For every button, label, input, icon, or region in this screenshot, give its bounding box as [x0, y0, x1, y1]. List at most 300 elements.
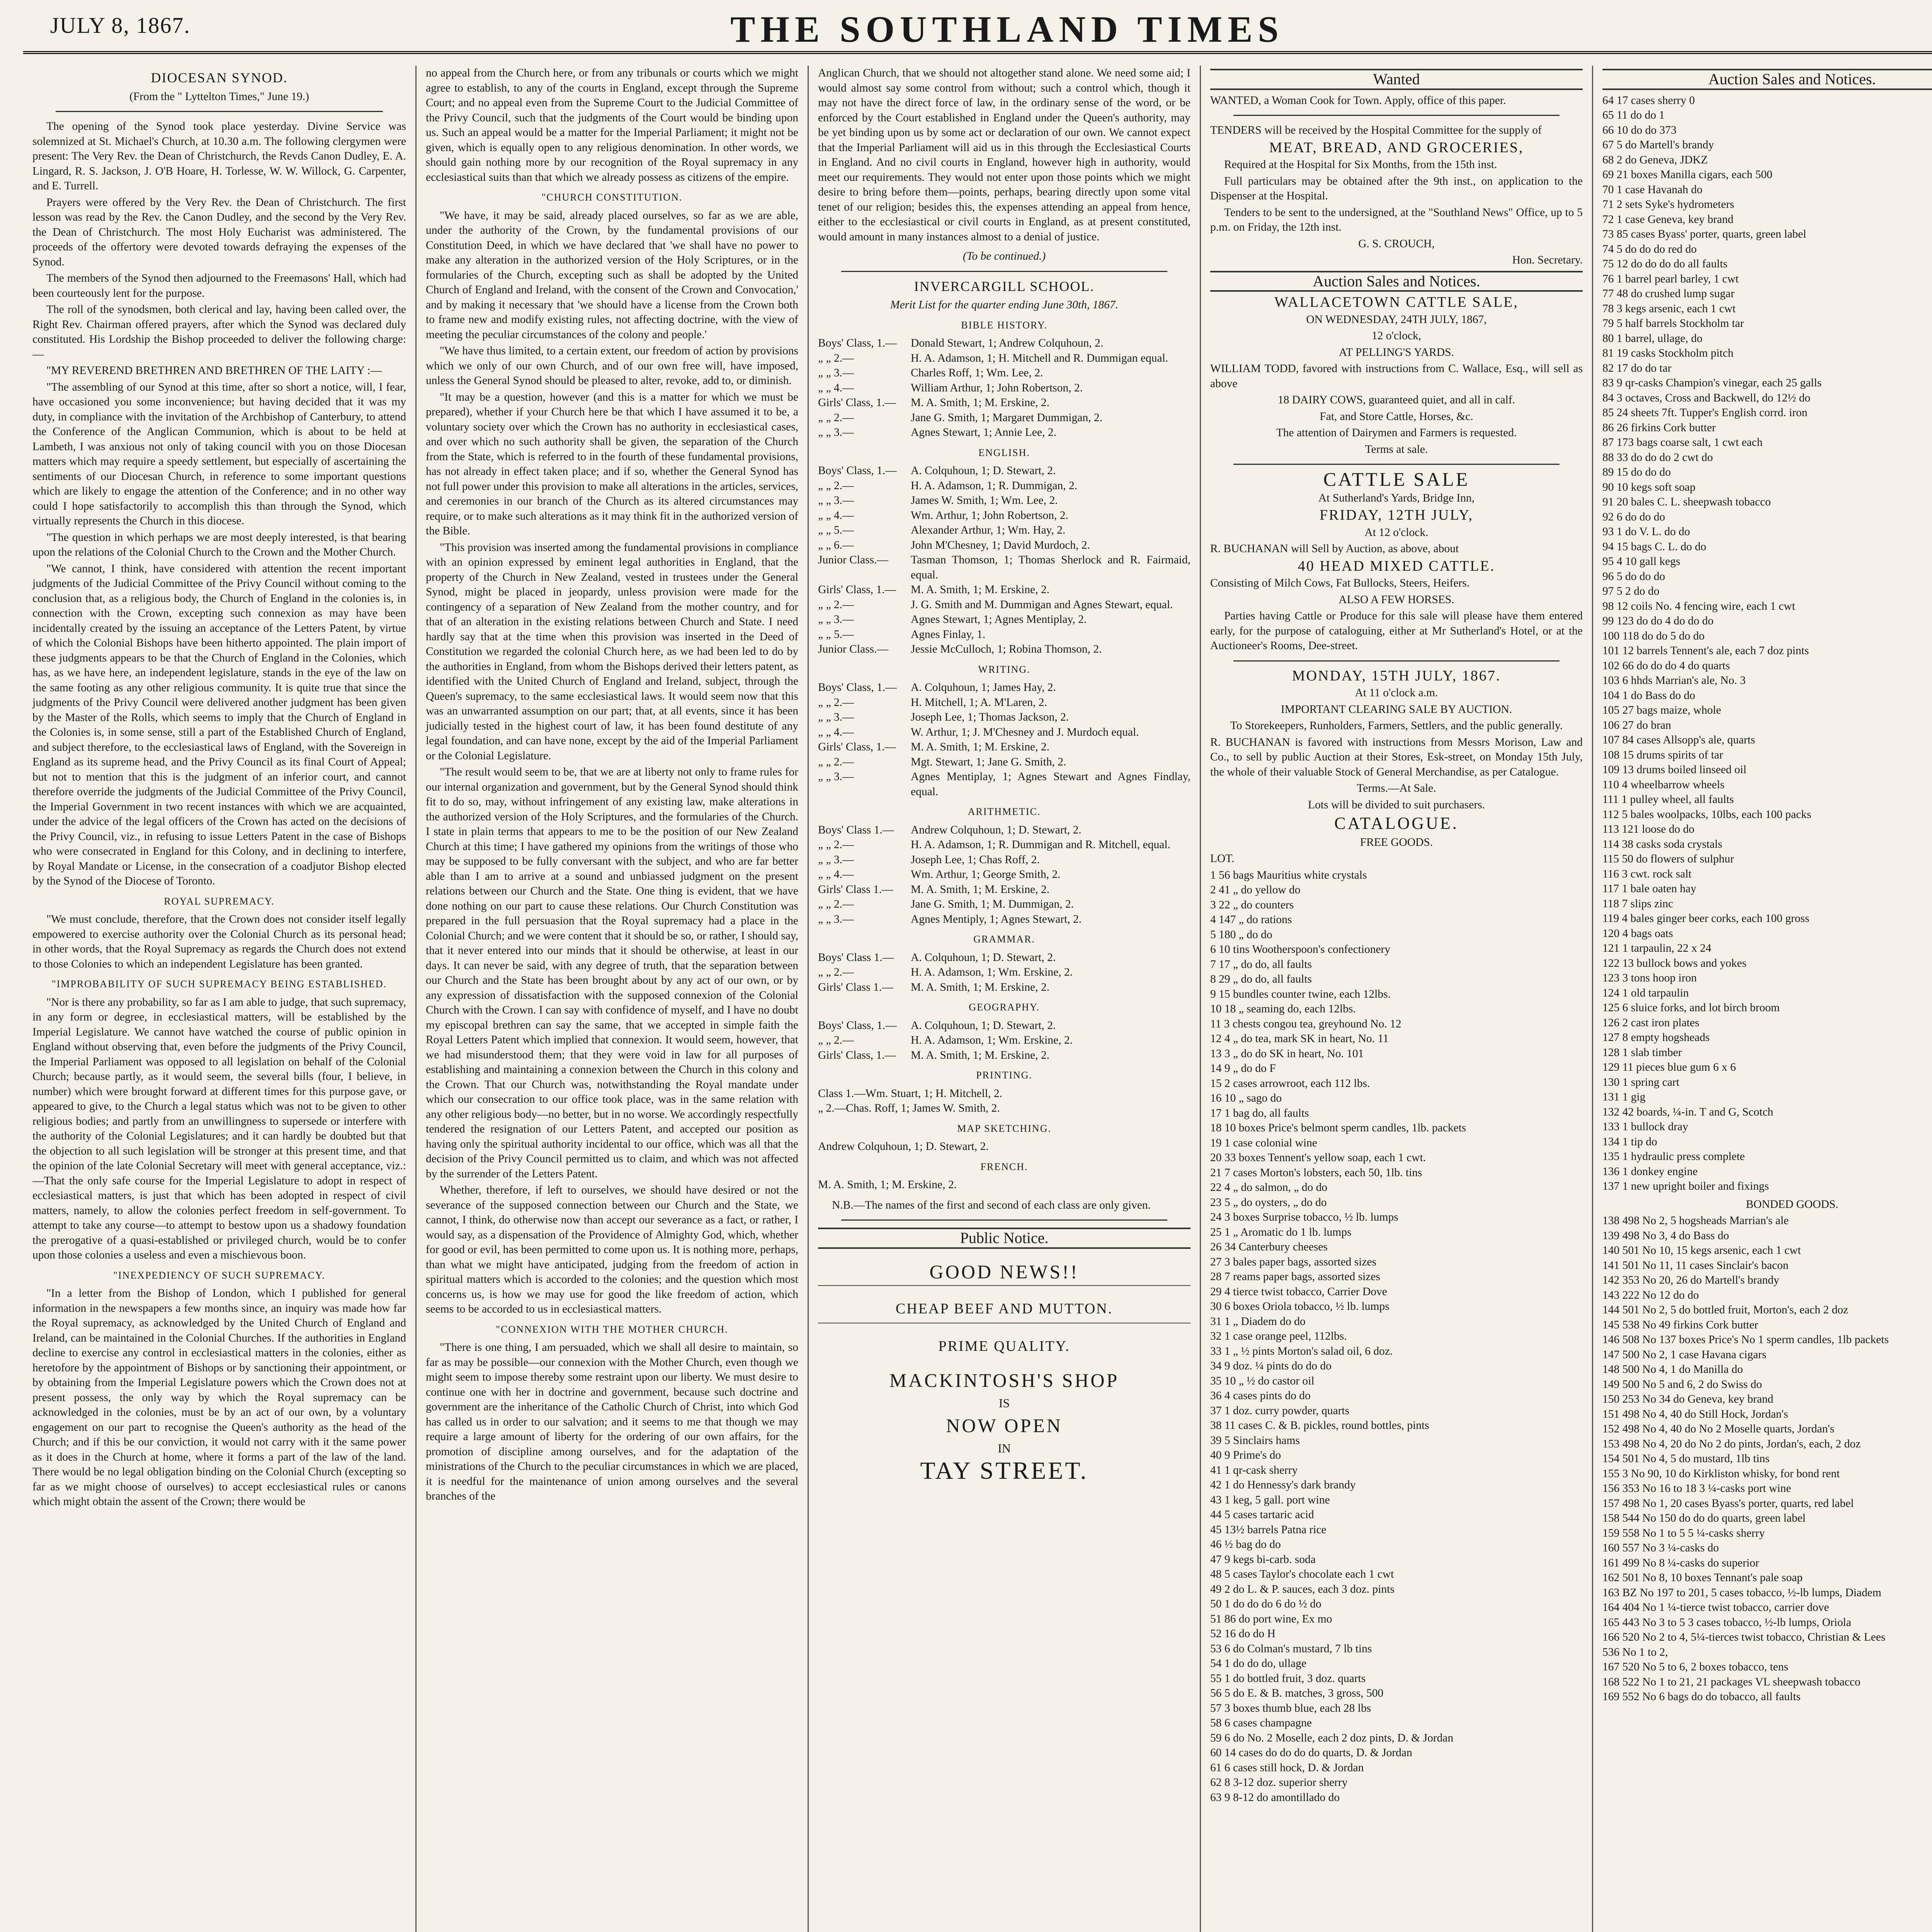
bonded-lots	[1602, 1213, 1932, 1704]
catalogue-lot: 124 1 old tarpaulin	[1602, 986, 1689, 999]
class-label: „ „ 3.—	[818, 494, 854, 507]
catalogue-lot: 137 1 new upright boiler and fixings	[1602, 1180, 1769, 1192]
merit-row	[818, 823, 1190, 838]
catalogue-lot: 118 7 slips zinc	[1602, 897, 1673, 910]
paragraph: Prayers were offered by the Very Rev. the Dean of Christchurch. The first lesson was read by the Rev. the Canon Dudley, and the second by the Very Rev. the Dean of Christchurch. The most Holy Eucharist was administered. The proceeds of the offertory were devoted towards defraying the expenses of the Synod.	[32, 196, 406, 268]
class-label: „ „ 5.—	[818, 628, 854, 641]
catalogue-lot: 90 10 kegs soft soap	[1602, 481, 1696, 493]
catalogue-lot: 167 520 No 5 to 6, 2 boxes tobacco, tens	[1602, 1661, 1788, 1673]
auction-heading: Auction Sales and Notices.	[1210, 271, 1583, 292]
cattle-text: R. BUCHANAN will Sell by Auction, as above, about	[1210, 543, 1459, 555]
lot-header: LOT.	[1210, 852, 1235, 865]
catalogue-lot: 103 6 hhds Marrian's ale, No. 3	[1602, 674, 1746, 687]
monday-sale-audience: To Storekeepers, Runholders, Farmers, Settlers, and the public generally.	[1230, 719, 1563, 732]
pupil-names: M. A. Smith, 1; M. Erskine, 2.	[911, 1049, 1049, 1061]
merit-row	[818, 463, 1190, 478]
catalogue-lot: 14 9 „ do do F	[1210, 1062, 1276, 1075]
catalogue-lot: 27 3 bales paper bags, assorted sizes	[1210, 1255, 1377, 1268]
subject-heading: BIBLE HISTORY.	[961, 319, 1048, 331]
subject-heading: GEOGRAPHY.	[969, 1002, 1040, 1013]
prime-quality: PRIME QUALITY.	[938, 1338, 1070, 1354]
merit-row	[818, 381, 1190, 396]
pupil-names: Jessie McCulloch, 1; Robina Thomson, 2.	[911, 643, 1102, 655]
catalogue-lot: 19 1 case colonial wine	[1210, 1136, 1317, 1149]
monday-sale-time: At 11 o'clock a.m.	[1355, 687, 1438, 699]
catalogue-lot: 122 13 bullock bows and yokes	[1602, 957, 1747, 969]
catalogue-lot: 71 2 sets Syke's hydrometers	[1602, 198, 1735, 211]
class-label: „ „ 2.—	[818, 696, 854, 709]
catalogue-lot: 152 498 No 4, 40 do No 2 Moselle quarts, Jordan's	[1602, 1423, 1835, 1435]
tender-items: MEAT, BREAD, AND GROCERIES,	[1269, 139, 1524, 156]
class-label: Boys' Class 1.—	[818, 951, 894, 964]
class-label: „ „ 2.—	[818, 598, 854, 611]
paragraph: "The question in which perhaps we are most deeply interested, is that bearing upon the relations of the Colonial Church to the Crown and the Mother Church.	[32, 531, 406, 558]
catalogue-lot: 15 2 cases arrowroot, each 112 lbs.	[1210, 1077, 1370, 1090]
catalogue-lot: 73 85 cases Byass' porter, quarts, green label	[1602, 228, 1806, 240]
catalogue-lot: 147 500 No 2, 1 case Havana cigars	[1602, 1348, 1767, 1361]
catalogue-lot: 163 BZ No 197 to 201, 5 cases tobacco, ½-lb lumps, Diadem	[1602, 1586, 1881, 1599]
catalogue-lot: 94 15 bags C. L. do do	[1602, 540, 1706, 553]
catalogue-lot: 126 2 cast iron plates	[1602, 1016, 1699, 1029]
merit-row	[818, 897, 1190, 912]
merit-row	[818, 965, 1190, 980]
pupil-names: A. Colquhoun, 1; D. Stewart, 2.	[911, 1019, 1056, 1032]
cheap-beef: CHEAP BEEF AND MUTTON.	[895, 1301, 1113, 1317]
class-label: „ „ 2.—	[818, 1034, 854, 1046]
catalogue-lot: 30 6 boxes Oriola tobacco, ½ lb. lumps	[1210, 1300, 1389, 1313]
wanted-ad: WANTED, a Woman Cook for Town. Apply, office of this paper.	[1210, 94, 1506, 107]
class-label: Girls' Class 1.—	[818, 981, 893, 993]
merit-rows-writing	[818, 680, 1190, 799]
pupil-names: Wm. Arthur, 1; George Smith, 2.	[911, 868, 1061, 881]
merit-row	[818, 755, 1190, 770]
class-label: Junior Class.—	[818, 643, 888, 655]
tender-text: Full particulars may be obtained after the 9th inst., on application to the Dispenser at the Hospital.	[1210, 175, 1583, 202]
class-label: Boys' Class, 1.—	[818, 1019, 897, 1032]
catalogue-lot: 46 ½ bag do do	[1210, 1538, 1281, 1551]
pupil-names: Andrew Colquhoun, 1; D. Stewart, 2.	[911, 823, 1082, 836]
class-label: Boys' Class 1.—	[818, 823, 894, 836]
class-label: Junior Class.—	[818, 554, 888, 566]
catalogue-lot: 160 557 No 3 ¼-casks do	[1602, 1542, 1719, 1554]
catalogue-lot: 134 1 tip do	[1602, 1135, 1657, 1148]
catalogue-lot: 12 4 „ do tea, mark SK in heart, No. 11	[1210, 1032, 1389, 1045]
catalogue-lot: 42 1 do Hennessy's dark brandy	[1210, 1479, 1356, 1491]
catalogue-lot: 25 1 „ Aromatic do 1 lb. lumps	[1210, 1226, 1352, 1238]
merit-row	[818, 553, 1190, 582]
catalogue-lot: 91 20 bales C. L. sheepwash tobacco	[1602, 496, 1771, 508]
salutation: "MY REVEREND BRETHREN AND BRETHREN OF THE LAITY :—	[46, 364, 382, 377]
catalogue-lot: 55 1 do bottled fruit, 3 doz. quarts	[1210, 1672, 1366, 1685]
paragraph: "We have thus limited, to a certain extent, our freedom of action by provisions which we only of our own Church, and of our own free will, have imposed, unless the General Synod should be pleased to alter, revoke, add to, or diminish.	[426, 345, 798, 387]
catalogue-lot: 35 10 „ ½ do castor oil	[1210, 1374, 1315, 1387]
class-label: „ „ 2.—	[818, 966, 854, 978]
pupil-names: Agnes Stewart, 1; Annie Lee, 2.	[911, 426, 1056, 439]
catalogue-lot: 39 5 Sinclairs hams	[1210, 1434, 1300, 1447]
catalogue-lot: 7 17 „ do do, all faults	[1210, 958, 1312, 971]
catalogue-lot: 104 1 do Bass do do	[1602, 689, 1696, 702]
auction-heading: Auction Sales and Notices.	[1602, 69, 1932, 90]
paragraph: "It may be a question, however (and this is a matter for which we must be prepared), whether if your Church here be that which I have assumed it to be, a voluntary society over which the Crown has no authority in ecclesiastical cases, and over which no such authority shall be given, the separation of the Church from the State, which is referred to in the fourth of these fundamental provisions, has not already in effect taken place; and if so, whether the General Synod has not full power under this provision to make all alterations in the articles, services, and ceremonies in our branch of the Church as its altered circumstances may require, or to make such alterations as it may think fit in the authorized version of the Bible.	[426, 391, 798, 537]
pupil-names: John M'Chesney, 1; David Murdoch, 2.	[911, 539, 1090, 551]
catalogue-lot: 162 501 No 8, 10 boxes Tennant's pale soap	[1602, 1571, 1803, 1584]
pupil-names: James W. Smith, 1; Wm. Lee, 2.	[911, 494, 1058, 507]
catalogue-lot: 145 538 No 49 firkins Cork butter	[1602, 1318, 1759, 1331]
merit-row	[818, 425, 1190, 440]
subject-heading: GRAMMAR.	[973, 934, 1035, 945]
is-word: IS	[998, 1396, 1010, 1410]
class-label: Girls' Class, 1.—	[818, 583, 896, 596]
pupil-names: Charles Roff, 1; Wm. Lee, 2.	[911, 367, 1043, 379]
catalogue-lot: 129 11 pieces blue gum 6 x 6	[1602, 1061, 1736, 1073]
catalogue-lot: 143 222 No 12 do do	[1602, 1289, 1699, 1301]
subject-heading: ENGLISH.	[978, 447, 1030, 458]
catalogue-lot: 77 48 do crushed lump sugar	[1602, 287, 1735, 300]
wallacetown-place: AT PELLING'S YARDS.	[1339, 346, 1454, 359]
class-label: Boys' Class, 1.—	[818, 464, 897, 477]
catalogue-lot: 93 1 do V. L. do do	[1602, 526, 1690, 538]
class-label: „ „ 3.—	[818, 367, 854, 379]
class-label: „ „ 4.—	[818, 381, 854, 394]
tender-signature-title: Hon. Secretary.	[1512, 254, 1583, 266]
printing-results: Class 1.—Wm. Stuart, 1; H. Mitchell, 2. „ 2.—Chas. Roff, 1; James W. Smith, 2.	[818, 1087, 1002, 1114]
catalogue-lot: 110 4 wheelbarrow wheels	[1602, 778, 1725, 791]
merit-row	[818, 627, 1190, 642]
class-label: „ „ 3.—	[818, 613, 854, 626]
catalogue-lot: 1 56 bags Mauritius white crystals	[1210, 869, 1367, 881]
catalogue-lot: 81 19 casks Stockholm pitch	[1602, 347, 1734, 359]
catalogue-lot: 98 12 coils No. 4 fencing wire, each 1 cwt	[1602, 600, 1795, 612]
divider	[1233, 660, 1560, 662]
wallacetown-time: 12 o'clock,	[1371, 330, 1422, 342]
catalogue-lot: 136 1 donkey engine	[1602, 1165, 1698, 1178]
french-results: M. A. Smith, 1; M. Erskine, 2.	[818, 1179, 957, 1191]
merit-row	[818, 852, 1190, 867]
paragraph: "In a letter from the Bishop of London, which I published for general information in the newspapers a few months since, an inquiry was made how far the Royal supremacy, as acknowledged by the United Church of England and Ireland, can be maintained in the Colonial Churches. If the authorities in England decline to exercise any control in ecclesiastical matters in the colonies, either as heretofore by the appointment of Bishops or by sanctioning their appointment, or by obtaining from the Imperial Legislature powers which the Crown does not at present possess, the only way by which the Royal supremacy can be acknowledged in the colonies, must be by an act of our own, by a voluntary engagement on our part to recognise the Queen's authority as the head of the Church; and if this be our conviction, it would not carry with it the same power as it does in the Church at home, where it forms a part of the law of the land. There would be no legal obligation binding on the Colonial Church (excepting so far as we might choose of ourselves) to accept ecclesiastical rules or canons which might obtain the assent of the Crown; there would be	[32, 1287, 406, 1508]
merit-row	[818, 695, 1190, 710]
wallacetown-terms: Terms at sale.	[1365, 443, 1428, 456]
to-be-continued: (To be continued.)	[963, 250, 1046, 262]
merit-row	[818, 950, 1190, 965]
catalogue-lot: 96 5 do do do	[1602, 570, 1665, 583]
shop-name: MACKINTOSH'S SHOP	[889, 1369, 1119, 1391]
catalogue-lot: 4 147 „ do rations	[1210, 913, 1292, 926]
catalogue-lot: 159 558 No 1 to 5 5 ¼-casks sherry	[1602, 1527, 1765, 1539]
catalogue-lot: 165 443 No 3 to 5 3 cases tobacco, ½-lb lumps, Oriola	[1602, 1616, 1851, 1629]
wallacetown-date: ON WEDNESDAY, 24TH JULY, 1867,	[1306, 313, 1487, 326]
catalogue-lot: 133 1 bullock dray	[1602, 1121, 1689, 1133]
catalogue-lot: 116 3 cwt. rock salt	[1602, 867, 1692, 880]
catalogue-lot: 119 4 bales ginger beer corks, each 100 gross	[1602, 912, 1810, 925]
catalogue-lot: 154 501 No 4, 5 do mustard, 1lb tins	[1602, 1452, 1770, 1465]
newspaper-title: THE SOUTHLAND TIMES	[730, 9, 1284, 50]
pupil-names: Agnes Mentiplay, 1; Agnes Stewart and Agnes Findlay, equal.	[911, 770, 1190, 798]
class-label: „ „ 2.—	[818, 898, 854, 910]
catalogue-lot: 58 6 cases champagne	[1210, 1717, 1312, 1729]
monday-sale-text: R. BUCHANAN is favored with instructions from Messrs Morison, Law and Co., to sell by public Auction at their Stores, Esk-street, on Monday 15th July, the whole of their valuable Stock of General Merchandise, as per Catalogue.	[1210, 736, 1583, 778]
catalogue-lot: 79 5 half barrels Stockholm tar	[1602, 317, 1744, 330]
catalogue-title: CATALOGUE.	[1334, 814, 1459, 833]
tender-text: TENDERS will be received by the Hospital Committee for the supply of	[1210, 124, 1542, 136]
catalogue-lot: 155 3 No 90, 10 do Kirkliston whisky, for bond rent	[1602, 1467, 1840, 1480]
catalogue-lot: 75 12 do do do do all faults	[1602, 258, 1728, 270]
catalogue-lots	[1210, 868, 1583, 1805]
class-label: „ „ 2.—	[818, 411, 854, 424]
catalogue-lot: 130 1 spring cart	[1602, 1076, 1680, 1088]
catalogue-lot: 68 2 do Geneva, JDKZ	[1602, 153, 1708, 166]
class-label: „ „ 2.—	[818, 352, 854, 364]
subheading: "IMPROBABILITY OF SUCH SUPREMACY BEING ESTABLISHED.	[51, 978, 387, 990]
catalogue-lot: 112 5 bales woolpacks, 10lbs, each 100 packs	[1602, 808, 1811, 821]
catalogue-lot: 6 10 tins Wootherspoon's confectionery	[1210, 943, 1391, 956]
catalogue-lot: 33 1 „ ½ pints Morton's salad oil, 6 doz.	[1210, 1345, 1393, 1357]
merit-rows-english	[818, 463, 1190, 657]
catalogue-lot: 65 11 do do 1	[1602, 109, 1665, 121]
catalogue-lot: 132 42 boards, ¼-in. T and G, Scotch	[1602, 1105, 1774, 1118]
public-notice-heading: Public Notice.	[818, 1228, 1190, 1249]
catalogue-lot: 60 14 cases do do do do quarts, D. & Jordan	[1210, 1747, 1412, 1759]
catalogue-lot: 153 498 No 4, 20 do No 2 do pints, Jordan's, each, 2 doz	[1602, 1437, 1861, 1450]
catalogue-lot: 127 8 empty hogsheads	[1602, 1031, 1710, 1044]
subject-heading: MAP SKETCHING.	[957, 1122, 1051, 1134]
catalogue-lot: 158 544 No 150 do do do quarts, green label	[1602, 1512, 1806, 1524]
merit-row	[818, 1018, 1190, 1033]
paragraph: no appeal from the Church here, or from any tribunals or courts which we might agree to establish, to any of the courts in England, except through the Supreme Court; and no appeal even from the Supreme Court to the Judicial Committee of the Privy Council, such that the judgments of the Court would be binding upon us. Such an appeal would be a matter for the Imperial Parliament; it might not be given, which is equally open to any religious denomination. In other words, we should gain nothing more by our recognition of the Royal supremacy in any ecclesiastical suits than that which we already possess as citizens of the empire.	[426, 67, 798, 184]
catalogue-lot: 62 8 3-12 doz. superior sherry	[1210, 1776, 1348, 1789]
catalogue-lot: 34 9 doz. ¼ pints do do do	[1210, 1360, 1332, 1372]
catalogue-lot: 72 1 case Geneva, key brand	[1602, 213, 1734, 226]
class-label: Girls' Class, 1.—	[818, 741, 896, 753]
catalogue-lot: 86 26 firkins Cork butter	[1602, 421, 1716, 434]
pupil-names: M. A. Smith, 1; M. Erskine, 2.	[911, 396, 1049, 409]
school-title: INVERCARGILL SCHOOL.	[914, 278, 1095, 294]
catalogue-lot: 140 501 No 10, 15 kegs arsenic, each 1 cwt	[1602, 1244, 1801, 1257]
column-2	[415, 66, 808, 1932]
catalogue-lots-continued	[1602, 93, 1932, 1194]
wanted-heading: Wanted	[1210, 69, 1583, 90]
subject-heading: FRENCH.	[980, 1161, 1028, 1172]
cattle-head: 40 HEAD MIXED CATTLE.	[1298, 558, 1495, 574]
catalogue-lot: 16 10 „ sago do	[1210, 1092, 1282, 1104]
catalogue-lot: 95 4 10 gall kegs	[1602, 555, 1680, 568]
catalogue-lot: 101 12 barrels Tennent's ale, each 7 doz pints	[1602, 645, 1809, 657]
catalogue-lot: 59 6 do No. 2 Moselle, each 2 doz pints, D. & Jordan	[1210, 1731, 1454, 1744]
catalogue-lot: 83 9 qr-casks Champion's vinegar, each 25 galls	[1602, 377, 1822, 389]
pupil-names: Donald Stewart, 1; Andrew Colquhoun, 2.	[911, 337, 1104, 349]
bonded-goods-heading: BONDED GOODS.	[1746, 1198, 1838, 1211]
class-label: „ „ 6.—	[818, 539, 854, 551]
pupil-names: Alexander Arthur, 1; Wm. Hay, 2.	[911, 524, 1066, 536]
subheading: "INEXPEDIENCY OF SUCH SUPREMACY.	[113, 1269, 325, 1281]
catalogue-lot: 107 84 cases Allsopp's ale, quarts	[1602, 734, 1755, 746]
class-label: „ „ 3.—	[818, 426, 854, 439]
pupil-names: Mgt. Stewart, 1; Jane G. Smith, 2.	[911, 755, 1066, 768]
pupil-names: Agnes Stewart, 1; Agnes Mentiplay, 2.	[911, 613, 1087, 626]
catalogue-lot: 64 17 cases sherry 0	[1602, 94, 1695, 107]
catalogue-lot: 536 No 1 to 2,	[1602, 1646, 1668, 1658]
catalogue-lot: 114 38 casks soda crystals	[1602, 838, 1723, 850]
merit-row	[818, 493, 1190, 508]
catalogue-lot: 10 18 „ seaming do, each 12lbs.	[1210, 1003, 1356, 1015]
catalogue-lot: 3 22 „ do counters	[1210, 898, 1294, 911]
class-label: „ „ 4.—	[818, 726, 854, 738]
monday-sale-date: MONDAY, 15TH JULY, 1867.	[1292, 667, 1501, 684]
pupil-names: M. A. Smith, 1; M. Erskine, 2.	[911, 883, 1049, 896]
merit-row	[818, 912, 1190, 927]
catalogue-lot: 51 86 do port wine, Ex mo	[1210, 1612, 1332, 1625]
subheading: "CONNEXION WITH THE MOTHER CHURCH.	[496, 1323, 728, 1335]
catalogue-lot: 74 5 do do do red do	[1602, 243, 1697, 255]
catalogue-lot: 57 3 boxes thumb blue, each 28 lbs	[1210, 1702, 1371, 1714]
wallacetown-text: Fat, and Store Cattle, Horses, &c.	[1320, 410, 1473, 423]
merit-row	[818, 612, 1190, 627]
catalogue-lot: 87 173 bags coarse salt, 1 cwt each	[1602, 436, 1763, 449]
merit-row	[818, 1048, 1190, 1063]
divider	[1233, 115, 1560, 116]
paragraph: Anglican Church, that we should not altogether stand alone. We need some aid; I would almost say some control from without; such a control which, though it may not have the direct force of law, in the ordinary sense of the word, or be enforced by the Court established in England under the Queen's authority, may be yet binding upon us by some act or declaration of our own. We cannot expect that the Imperial Parliament will aid us in this through the Ecclesiastical Courts in England. And no civil courts in England, however high in authority, would meet our requirements. They would not enter upon those points which we might desire to bring before them—points, perhaps, bearing directly upon some vital tenet of our religion; besides this, the expenses attending an appeal from hence, either to the ecclesiastical or civil courts in England, as at present constituted, would amount in many instances almost to a denial of justice.	[818, 67, 1190, 243]
catalogue-lot: 105 27 bags maize, whole	[1602, 704, 1721, 716]
nota-bene: N.B.—The names of the first and second of each class are only given.	[832, 1199, 1151, 1211]
catalogue-lot: 151 498 No 4, 40 do Still Hock, Jordan's	[1602, 1408, 1788, 1420]
merit-row	[818, 680, 1190, 695]
catalogue-lot: 135 1 hydraulic press complete	[1602, 1150, 1745, 1163]
merit-row	[818, 508, 1190, 523]
subheading: ROYAL SUPREMACY.	[164, 895, 275, 907]
pupil-names: M. A. Smith, 1; M. Erskine, 2.	[911, 741, 1049, 753]
cattle-text: Parties having Cattle or Produce for this sale will please have them entered early, for the purpose of cataloguing, either at Mr Sutherland's Hotel, or at the Auctioneer's Rooms, Dee-street.	[1210, 610, 1583, 652]
now-open: NOW OPEN	[946, 1415, 1063, 1436]
pupil-names: Joseph Lee, 1; Thomas Jackson, 2.	[911, 711, 1069, 723]
catalogue-lot: 28 7 reams paper bags, assorted sizes	[1210, 1270, 1380, 1283]
article-source: (From the " Lyttelton Times," June 19.)	[129, 90, 309, 103]
map-sketching-results: Andrew Colquhoun, 1; D. Stewart, 2.	[818, 1140, 989, 1153]
catalogue-lot: 100 118 do do 5 do do	[1602, 629, 1705, 642]
catalogue-lot: 84 3 octaves, Cross and Backwell, do 12½ do	[1602, 391, 1811, 404]
catalogue-lot: 146 508 No 137 boxes Price's No 1 sperm candles, 1lb packets	[1602, 1333, 1889, 1346]
catalogue-lot: 128 1 slab timber	[1602, 1046, 1682, 1059]
catalogue-lot: 17 1 bag do, all faults	[1210, 1107, 1309, 1119]
pupil-names: H. Mitchell, 1; A. M'Laren, 2.	[911, 696, 1047, 709]
merit-row	[818, 582, 1190, 597]
paragraph: "The assembling of our Synod at this time, after so short a notice, will, I fear, have occasioned you some inconvenience; but having decided that it was my duty, in compliance with the invitation of the Archbishop of Canterbury, to attend the Conference of the Anglican Communion, which is about to be held at Lambeth, I was anxious not only of taking council with you on those Diocesan matters which may require a speedy settlement, but especially of ascertaining the sentiments of our Diocesan Church, in reference to some important questions which are likely to engage the attention of the Conference; and in no other way could I hope satisfactorily to accomplish this than through the Synod, which virtually represents the Church in this diocese.	[32, 381, 406, 527]
merit-row	[818, 980, 1190, 995]
catalogue-lot: 49 2 do L. & P. sauces, each 3 doz. pints	[1210, 1583, 1395, 1595]
catalogue-lot: 32 1 case orange peel, 112lbs.	[1210, 1330, 1347, 1342]
catalogue-lot: 139 498 No 3, 4 do Bass do	[1602, 1229, 1729, 1242]
pupil-names: Wm. Arthur, 1; John Robertson, 2.	[911, 509, 1068, 522]
catalogue-lot: 156 353 No 16 to 18 3 ¼-casks port wine	[1602, 1482, 1791, 1495]
divider	[841, 1219, 1167, 1221]
merit-row	[818, 395, 1190, 410]
catalogue-lot: 54 1 do do do, ullage	[1210, 1657, 1307, 1670]
catalogue-lot: 37 1 doz. curry powder, quarts	[1210, 1404, 1350, 1417]
catalogue-lot: 85 24 sheets 7ft. Tupper's English corrd. iron	[1602, 406, 1808, 419]
catalogue-lot: 20 33 boxes Tennent's yellow soap, each 1 cwt.	[1210, 1151, 1426, 1164]
class-label: „ „ 4.—	[818, 868, 854, 881]
catalogue-lot: 113 121 loose do do	[1602, 823, 1695, 835]
merit-row	[818, 642, 1190, 657]
pupil-names: Agnes Mentiply, 1; Agnes Stewart, 2.	[911, 913, 1082, 925]
class-label: „ „ 2.—	[818, 838, 854, 851]
catalogue-lot: 121 1 tarpaulin, 22 x 24	[1602, 942, 1711, 954]
divider	[1233, 464, 1560, 465]
tender-text: Required at the Hospital for Six Months, from the 15th inst.	[1224, 158, 1497, 171]
pupil-names: M. A. Smith, 1; M. Erskine, 2.	[911, 981, 1049, 993]
merit-list-caption: Merit List for the quarter ending June 30th, 1867.	[890, 299, 1118, 311]
class-label: Boys' Class, 1.—	[818, 337, 897, 349]
catalogue-lot: 141 501 No 11, 11 cases Sinclair's bacon	[1602, 1259, 1789, 1272]
in-word: IN	[998, 1441, 1011, 1455]
cattle-text: Consisting of Milch Cows, Fat Bullocks, Steers, Heifers.	[1210, 577, 1470, 589]
catalogue-lot: 102 66 do do do 4 do quarts	[1602, 659, 1730, 672]
paragraph: The opening of the Synod took place yesterday. Divine Service was solemnized at St. Michael's Church, at 10.30 a.m. The following clergymen were present: The Very Rev. the Dean of Christchurch, the Revds Canon Dudley, E. A. Lingard, R. S. Jackson, J. O'B Hoare, H. Torlesse, W. W. Willock, G. Carpenter, and E. Turrell.	[32, 120, 406, 192]
catalogue-lot: 69 21 boxes Manilla cigars, each 500	[1602, 168, 1772, 181]
pupil-names: M. A. Smith, 1; M. Erskine, 2.	[911, 583, 1049, 596]
pupil-names: Tasman Thomson, 1; Thomas Sherlock and R. Fairmaid, equal.	[911, 554, 1190, 581]
catalogue-lot: 108 15 drums spirits of tar	[1602, 748, 1723, 761]
pupil-names: H. A. Adamson, 1; R. Dummigan, 2.	[911, 479, 1078, 492]
pupil-names: A. Colquhoun, 1; D. Stewart, 2.	[911, 464, 1056, 477]
catalogue-lot: 8 29 „ do do, all faults	[1210, 973, 1312, 985]
pupil-names: William Arthur, 1; John Robertson, 2.	[911, 381, 1083, 394]
merit-row	[818, 478, 1190, 493]
catalogue-lot: 144 501 No 2, 5 do bottled fruit, Morton's, each 2 doz	[1602, 1304, 1849, 1316]
class-label: „ „ 3.—	[818, 913, 854, 925]
catalogue-lot: 168 522 No 1 to 21, 21 packages VL sheepwash tobacco	[1602, 1675, 1861, 1688]
catalogue-lot: 23 5 „ do oysters, „ do do	[1210, 1196, 1327, 1209]
merit-row	[818, 769, 1190, 799]
catalogue-lot: 106 27 do bran	[1602, 719, 1671, 731]
catalogue-lot: 76 1 barrel pearl barley, 1 cwt	[1602, 272, 1739, 285]
monday-sale-terms: Terms.—At Sale.	[1357, 782, 1436, 794]
catalogue-lot: 117 1 bale oaten hay	[1602, 883, 1697, 895]
catalogue-lot: 166 520 No 2 to 4, 5¼-tierces twist tobacco, Christian & Lees	[1602, 1631, 1886, 1643]
merit-row	[818, 740, 1190, 755]
merit-rows-bible	[818, 336, 1190, 440]
divider	[56, 111, 383, 112]
catalogue-lot: 43 1 keg, 5 gall. port wine	[1210, 1493, 1330, 1506]
catalogue-lot: 26 34 Canterbury cheeses	[1210, 1241, 1328, 1253]
paragraph: "We must conclude, therefore, that the Crown does not consider itself legally empowered to exercise authority over the Colonial Church as its personal head; in other words, that the Royal Supremacy as regards the Church does not extend to those Colonies to which an independent Legislature has been granted.	[32, 913, 406, 970]
wallacetown-text: WILLIAM TODD, favored with instructions from C. Wallace, Esq., will sell as above	[1210, 362, 1583, 390]
class-label: Girls' Class 1.—	[818, 883, 893, 896]
catalogue-lot: 88 33 do do do 2 cwt do	[1602, 451, 1713, 464]
catalogue-lot: 169 552 No 6 bags do do tobacco, all faults	[1602, 1690, 1801, 1703]
merit-row	[818, 336, 1190, 351]
catalogue-lot: 89 15 do do do	[1602, 466, 1671, 478]
catalogue-lot: 9 15 bundles counter twine, each 12lbs.	[1210, 988, 1391, 1000]
merit-row	[818, 366, 1190, 381]
catalogue-lot: 63 9 8-12 do amontillado do	[1210, 1791, 1340, 1804]
catalogue-lot: 52 16 do do H	[1210, 1628, 1276, 1640]
catalogue-lot: 53 6 do Colman's mustard, 7 lb tins	[1210, 1642, 1372, 1655]
catalogue-lot: 115 50 do flowers of sulphur	[1602, 853, 1734, 865]
wallacetown-text: 18 DAIRY COWS, guaranteed quiet, and all in calf.	[1277, 394, 1515, 406]
catalogue-lot: 120 4 bags oats	[1602, 927, 1673, 940]
paragraph: "Nor is there any probability, so far as I am able to judge, that such supremacy, in any form or degree, in ecclesiastical matters, will be established by the Imperial Legislature. We cannot have watched the course of public opinion in England without observing that, even before the judgments of the Privy Council, the Imperial Parliament was opposed to all legislation on behalf of the Colonial Church; because partly, as it would seem, the several bills (four, I believe, in number) which were brought forward at different times for this purpose gave, or appeared to give, to the Church a legal status which was not to be given to other religious bodies; and partly from an unwillingness to supersede or interfere with the authority of the Colonial Legislatures; and it can hardly be doubted but that the objection to all such legislation will be stronger at this present time, and that the opinion of the late Colonial Secretary will meet with general acceptance, viz.:—That the only safe course for the Imperial Legislature to adopt in respect of ecclesiastical matters, is just that which has been adopted in respect of civil matters, namely, to allow the colonies perfect freedom in self-government. To attempt to take any course—to attempt to bestow upon us a shadowy foundation the prerogative of a quasi-established or privileged church, would be to confer upon those colonies a useless and even a mischievous boon.	[32, 996, 406, 1261]
catalogue-lot: 80 1 barrel, ullage, do	[1602, 332, 1702, 345]
tay-street: TAY STREET.	[920, 1457, 1088, 1484]
class-label: „ „ 4.—	[818, 509, 854, 522]
catalogue-lot: 11 3 chests congou tea, greyhound No. 12	[1210, 1017, 1401, 1030]
catalogue-lot: 97 5 2 do do	[1602, 585, 1660, 597]
divider	[818, 1285, 1190, 1286]
catalogue-lot: 56 5 do E. & B. matches, 3 gross, 500	[1210, 1687, 1384, 1699]
pupil-names: Agnes Finlay, 1.	[911, 628, 986, 641]
monday-sale-title: IMPORTANT CLEARING SALE BY AUCTION.	[1281, 703, 1512, 716]
catalogue-lot: 21 7 cases Morton's lobsters, each 50, 1lb. tins	[1210, 1166, 1422, 1179]
catalogue-lot: 50 1 do do do 6 do ½ do	[1210, 1598, 1321, 1610]
